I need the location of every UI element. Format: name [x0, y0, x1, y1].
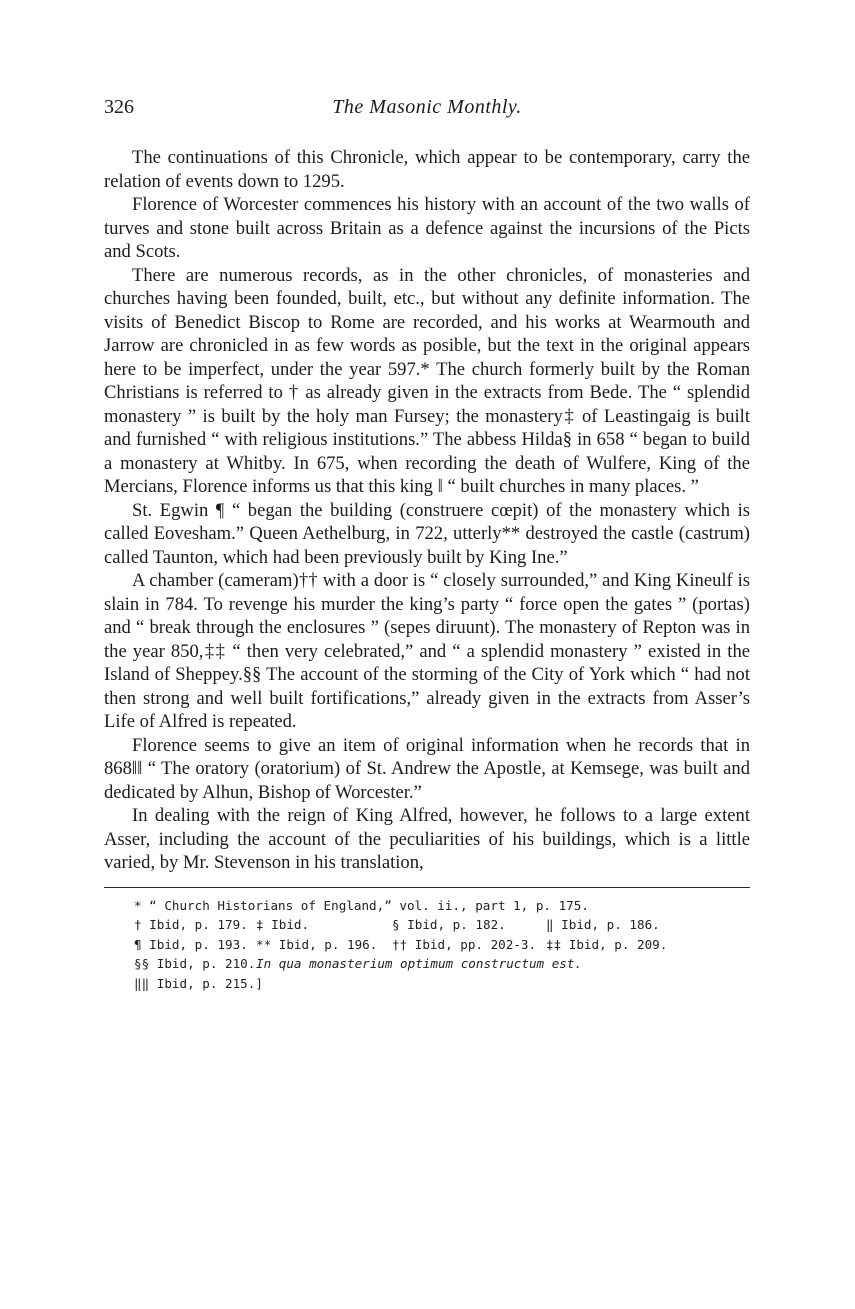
footnote: ** Ibid, p. 196.	[256, 936, 378, 952]
footnote-rule	[104, 887, 750, 888]
footnote: ¶ Ibid, p. 193.	[134, 936, 248, 952]
journal-title: The Masonic Monthly.	[332, 96, 522, 118]
footnote: ‖ Ibid, p. 186.	[546, 917, 660, 932]
paragraph: St. Egwin ¶ “ began the building (construere cœpit) of the monastery which is called Eovesham.” Queen Aethelburg, in 722, utterly** destroyed the castle (castrum) called Taunton, which had been previously built by King Ine.”	[104, 499, 750, 568]
footnotes	[104, 896, 750, 994]
paragraph: In dealing with the reign of King Alfred, however, he follows to a large extent Asser, including the account of the peculiarities of his buildings, which is a little varied, by Mr. Stevenson in his translation,	[104, 805, 750, 873]
page-number: 326	[104, 96, 134, 118]
book-page	[104, 96, 750, 993]
footnote: ‡ Ibid.	[256, 917, 310, 932]
footnote: †† Ibid, pp. 202-3.	[392, 936, 537, 952]
paragraph: Florence of Worcester commences his history with an account of the two walls of turves and stone built across Britain as a defence against the incursions of the Picts and Scots.	[104, 194, 750, 262]
footnote: ‡‡ Ibid, p. 209.	[546, 936, 668, 952]
footnote-line: ‖‖ Ibid, p. 215.]	[134, 975, 263, 991]
footnote: † Ibid, p. 179.	[134, 917, 248, 932]
footnote: §§ Ibid, p. 210.	[134, 956, 256, 971]
paragraph: The continuations of this Chronicle, which appear to be contemporary, carry the relation of events down to 1295.	[104, 147, 750, 192]
footnote-row	[134, 935, 750, 955]
footnote-line: * “ Church Historians of England,” vol. ii., part 1, p. 175.	[134, 897, 589, 913]
footnote-row	[134, 915, 750, 935]
footnote: § Ibid, p. 182.	[392, 917, 506, 932]
footnote-row	[134, 954, 750, 974]
paragraph: Florence seems to give an item of original information when he records that in 868‖‖ “ The oratory (oratorium) of St. Andrew the Apostle, at Kemsege, was built and dedicated by Alhun, Bishop of Worcester.”	[104, 734, 750, 803]
running-head	[104, 96, 750, 126]
paragraph: There are numerous records, as in the other chronicles, of monasteries and churches having been founded, built, etc., but without any definite information. The visits of Benedict Biscop to Rome are recorded, and his works at Wearmouth and Jarrow are chronicled in as few words as posible, but the text in the original appears here to be imperfect, under the year 597.* The church formerly built by the Roman Christians is referred to † as already given in the extracts from Bede. The “ splendid monastery ” is built by the holy man Fursey; the monastery‡ of Leastingaig is built and furnished “ with religious institutions.” The abbess Hilda§ in 658 “ began to build a monastery at Whitby. In 675, when recording the death of Wulfere, King of the Mercians, Florence informs us that this king ‖ “ built churches in many places. ”	[104, 264, 750, 497]
footnote-latin: In qua monasterium optimum constructum est.	[256, 956, 583, 971]
body-text	[104, 146, 750, 875]
paragraph: A chamber (cameram)†† with a door is “ closely surrounded,” and King Kineulf is slain in 784. To revenge his murder the king’s party “ force open the gates ” (portas) and “ break through the enclosures ” (sepes diruunt). The monastery of Repton was in the year 850,‡‡ “ then very celebrated,” and “ a splendid monastery ” existed in the Island of Sheppey.§§ The account of the storming of the City of York which “ had not then strong and well built fortifications,” already given in the extracts from Asser’s Life of Alfred is repeated.	[104, 570, 750, 732]
